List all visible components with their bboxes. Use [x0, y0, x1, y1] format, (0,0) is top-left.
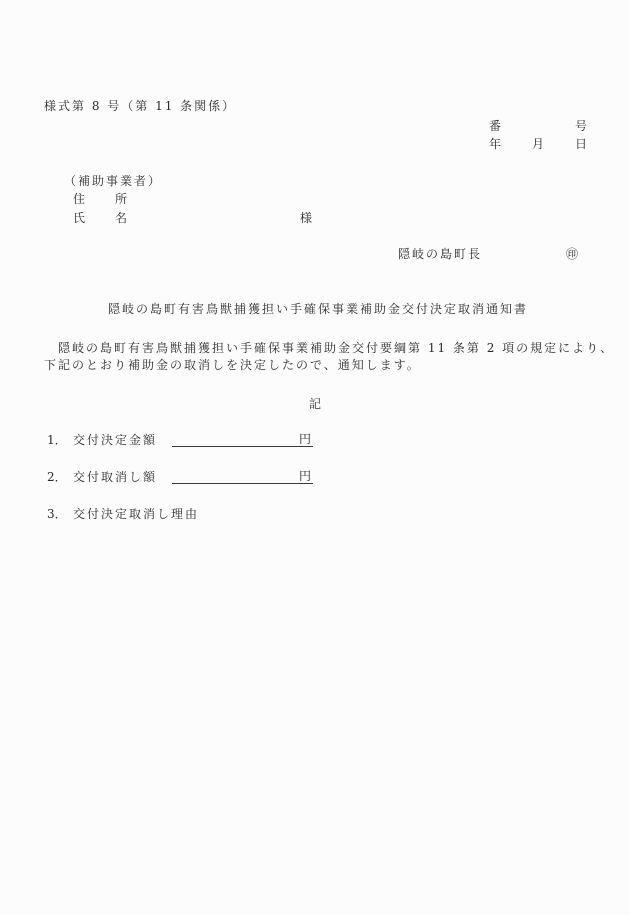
body-line-2: 下記のとおり補助金の取消しを決定したので、通知します。	[44, 358, 421, 372]
item-2-amount-line	[172, 483, 313, 484]
document-number-suffix: 号	[575, 119, 588, 133]
document-number-label: 番	[489, 119, 502, 133]
item-1-unit: 円	[299, 432, 312, 446]
name-label-char-2: 名	[115, 211, 128, 225]
address-label-char-2: 所	[115, 192, 128, 206]
date-day-label: 日	[575, 137, 588, 151]
form-number: 様式第 8 号（第 11 条関係）	[44, 99, 237, 113]
item-2-label: 交付取消し額	[73, 470, 158, 484]
ki-heading: 記	[309, 397, 322, 411]
name-label-char-1: 氏	[73, 211, 86, 225]
item-1-number: 1．	[47, 433, 67, 447]
item-1-label: 交付決定金額	[73, 433, 158, 447]
item-1-amount-line	[172, 446, 313, 447]
recipient-honorific: 様	[300, 211, 313, 225]
body-line-1: 隠岐の島町有害鳥獣捕獲担い手確保事業補助金交付要綱第 11 条第 2 項の規定により、	[58, 341, 615, 355]
seal-mark: ㊞	[566, 247, 579, 261]
item-3-number: 3．	[47, 507, 67, 521]
issuer-name: 隠岐の島町長	[398, 247, 483, 261]
recipient-group-label: （補助事業者）	[64, 174, 163, 188]
item-2-unit: 円	[299, 469, 312, 483]
date-year-label: 年	[489, 137, 502, 151]
address-label-char-1: 住	[73, 192, 86, 206]
item-2-number: 2．	[47, 470, 67, 484]
item-3-label: 交付決定取消し理由	[73, 507, 200, 521]
document-title: 隠岐の島町有害鳥獣捕獲担い手確保事業補助金交付決定取消通知書	[108, 302, 529, 316]
date-month-label: 月	[532, 137, 545, 151]
